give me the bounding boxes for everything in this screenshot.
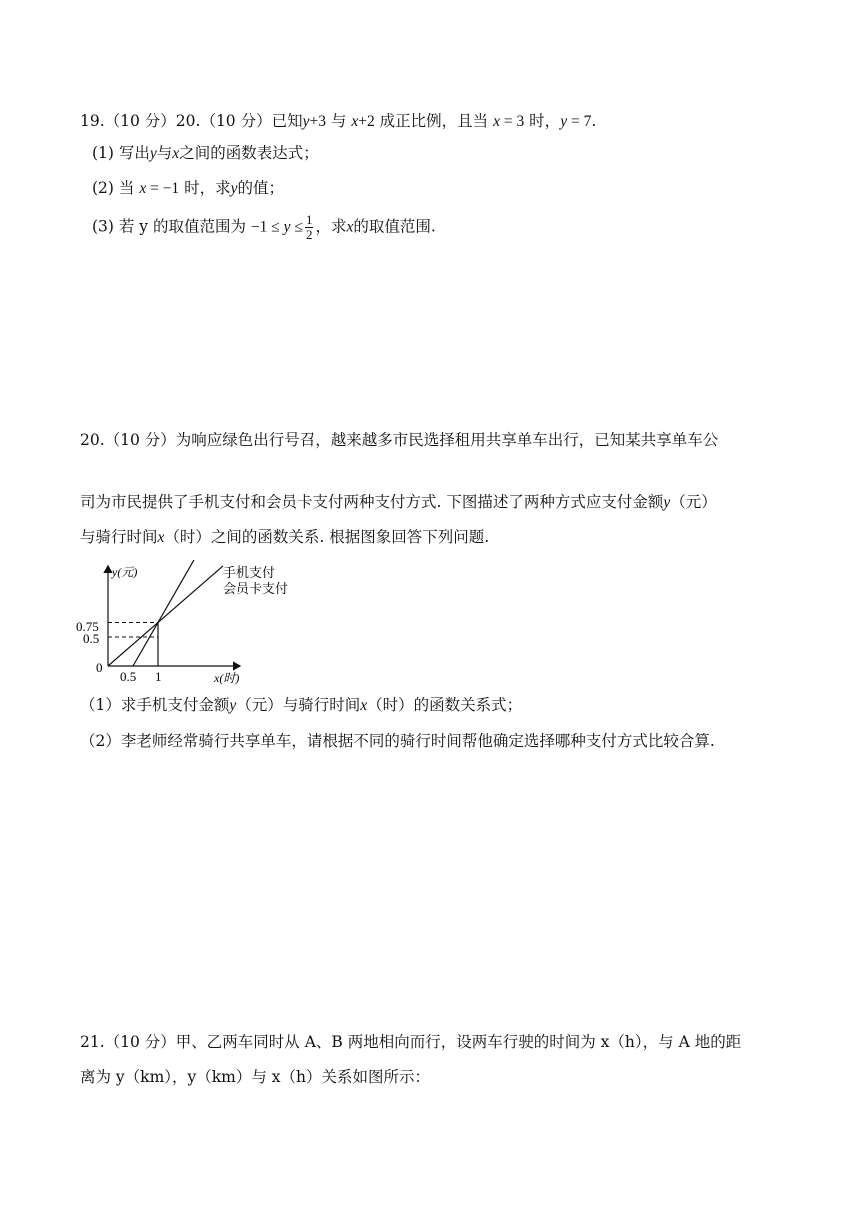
series-line-mobile-pay: [133, 560, 223, 666]
q21-line-2: 离为 y（km），y（km）与 x（h）关系如图所示：: [80, 1068, 431, 1086]
q20-text: （时）之间的函数关系. 根据图象回答下列问题.: [164, 528, 490, 546]
q20-s1-text: （元）与骑行时间: [236, 696, 361, 714]
q19-p3-var: x: [346, 218, 354, 236]
q19-p1-text: (1) 写出: [92, 144, 150, 162]
q19-text: 与: [326, 112, 352, 130]
q19-p1-text: 与: [156, 144, 173, 162]
q19-expr-const: = 7: [567, 113, 592, 130]
q19-p2-text: 时，求: [179, 179, 231, 197]
q20-line-3: [80, 526, 489, 549]
q19-stem: [80, 110, 596, 133]
q19-part-2: [92, 177, 284, 200]
q19-expr-const: = 3: [500, 113, 525, 130]
q19-p2-text: 的值；: [237, 179, 285, 197]
y-tick-label-0.5: 0.5: [83, 631, 100, 646]
q20-s1-text: （时）的函数关系式；: [367, 696, 523, 714]
q20-var: x: [157, 529, 165, 546]
q20-sub-2: （2）李老师经常骑行共享单车，请根据不同的骑行时间帮他确定选择哪种支付方式比较合算.: [80, 732, 715, 750]
fraction-one-half: [305, 213, 314, 242]
origin-label: 0: [96, 660, 103, 675]
q19-p2-var: y: [230, 180, 238, 197]
q19-p2-const: = −1: [146, 180, 180, 197]
q20-text: （元）: [670, 493, 717, 511]
x-axis-label: x(时): [214, 671, 240, 685]
q19-text: 时，: [524, 112, 561, 130]
q19-part-1: [92, 142, 319, 165]
q19-p2-var: x: [139, 180, 147, 197]
y-tick-label-0.75: 0.75: [76, 619, 99, 634]
q20-text: 与骑行时间: [80, 528, 158, 546]
q20-s1-var: x: [360, 697, 368, 714]
payment-chart: [74, 560, 314, 690]
x-tick-label-0.5: 0.5: [120, 669, 137, 684]
q21-line-1: 21.（10 分）甲、乙两车同时从 A、B 两地相向而行，设两车行驶的时间为 x（h），与 A 地的距: [80, 1033, 742, 1051]
q20-s1-text: （1）求手机支付金额: [80, 696, 230, 714]
q19-p3-text: 的取值范围.: [353, 217, 436, 236]
q19-expr-const: +3: [309, 113, 326, 130]
q19-expr-const: +2: [358, 113, 375, 130]
q20-line-1: 20.（10 分）为响应绿色出行号召，越来越多市民选择租用共享单车出行，已知某共享单车公: [80, 431, 719, 449]
q19-p3-ineq: −1 ≤: [250, 218, 284, 236]
x-tick-label-1: 1: [155, 669, 162, 684]
q20-s1-var: y: [229, 697, 237, 714]
q19-part-3: [92, 213, 436, 242]
legend-member-card: 会员卡支付: [223, 581, 289, 596]
q19-expr-var: x: [351, 113, 359, 130]
q19-p3-text: (3) 若 y 的取值范围为: [92, 217, 251, 236]
series-line-member-card: [108, 566, 223, 666]
q20-var: y: [663, 494, 671, 511]
q19-p2-text: (2) 当: [92, 179, 140, 197]
q19-p1-var: y: [149, 145, 157, 162]
q19-expr-var: y: [302, 113, 310, 130]
q19-text: .: [591, 112, 597, 130]
fraction-numerator: 1: [305, 212, 313, 227]
q19-text: 成正比例，且当: [374, 112, 494, 130]
q19-p3-text: ，求: [315, 217, 347, 236]
q19-expr-var: x: [493, 113, 500, 130]
legend-mobile-pay: 手机支付: [223, 565, 276, 580]
q19-p3-var: y: [283, 218, 291, 236]
q19-p1-text: 之间的函数表达式；: [179, 144, 319, 162]
q19-p1-var: x: [172, 145, 180, 162]
y-axis-label: y(元): [112, 565, 138, 579]
q19-p3-ineq: ≤: [290, 218, 303, 236]
q20-text: 司为市民提供了手机支付和会员卡支付两种支付方式. 下图描述了两种方式应支付金额: [80, 493, 664, 511]
q19-expr-var: y: [560, 113, 568, 130]
fraction-denominator: 2: [305, 227, 313, 242]
q20-line-2: [80, 491, 717, 514]
q19-head: 19.（10 分）20.（10 分）已知: [80, 112, 303, 130]
q20-sub-1: [80, 694, 522, 717]
